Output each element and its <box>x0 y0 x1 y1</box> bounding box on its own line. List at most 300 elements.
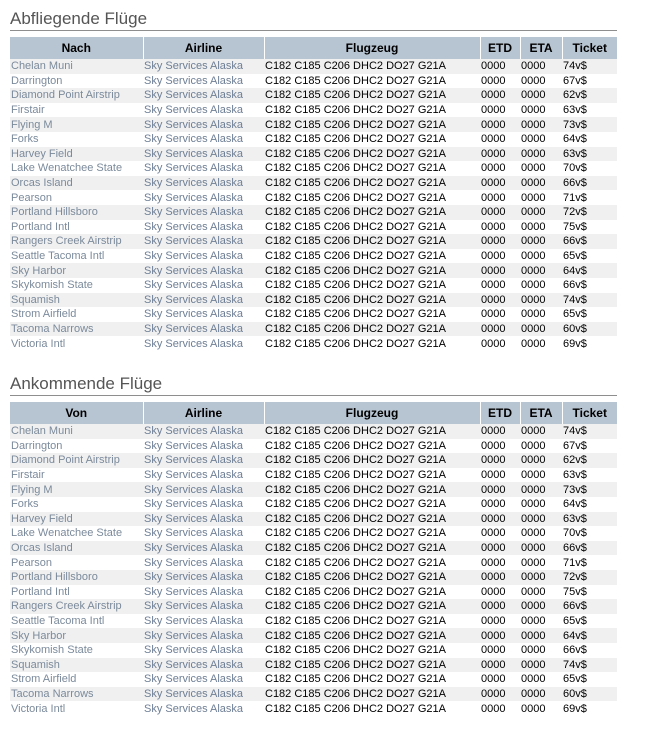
eta-cell: 0000 <box>520 293 562 308</box>
eta-cell: 0000 <box>520 161 562 176</box>
ticket-cell: 67v$ <box>562 74 617 89</box>
arrivals-title: Ankommende Flüge <box>10 373 617 396</box>
eta-cell: 0000 <box>520 234 562 249</box>
etd-cell: 0000 <box>480 439 520 454</box>
ticket-cell: 66v$ <box>562 643 617 658</box>
airline-link[interactable]: Sky Services Alaska <box>143 570 264 585</box>
aircraft-cell: C182 C185 C206 DHC2 DO27 G21A <box>264 439 480 454</box>
aircraft-cell: C182 C185 C206 DHC2 DO27 G21A <box>264 687 480 702</box>
eta-cell: 0000 <box>520 220 562 235</box>
airport-link[interactable]: Firstair <box>10 103 143 118</box>
aircraft-cell: C182 C185 C206 DHC2 DO27 G21A <box>264 672 480 687</box>
aircraft-cell: C182 C185 C206 DHC2 DO27 G21A <box>264 307 480 322</box>
etd-cell: 0000 <box>480 424 520 439</box>
ticket-cell: 64v$ <box>562 497 617 512</box>
table-row <box>10 117 617 132</box>
table-row <box>10 74 617 89</box>
aircraft-cell: C182 C185 C206 DHC2 DO27 G21A <box>264 585 480 600</box>
airline-link[interactable]: Sky Services Alaska <box>143 190 264 205</box>
aircraft-cell: C182 C185 C206 DHC2 DO27 G21A <box>264 643 480 658</box>
ticket-cell: 66v$ <box>562 599 617 614</box>
airport-link[interactable]: Squamish <box>10 293 143 308</box>
airline-link[interactable]: Sky Services Alaska <box>143 628 264 643</box>
arrivals-table <box>10 402 617 716</box>
etd-cell: 0000 <box>480 687 520 702</box>
ticket-cell: 69v$ <box>562 701 617 716</box>
ticket-cell: 72v$ <box>562 570 617 585</box>
aircraft-cell: C182 C185 C206 DHC2 DO27 G21A <box>264 205 480 220</box>
table-row <box>10 249 617 264</box>
aircraft-cell: C182 C185 C206 DHC2 DO27 G21A <box>264 541 480 556</box>
airport-link[interactable]: Portland Hillsboro <box>10 570 143 585</box>
ticket-cell: 74v$ <box>562 424 617 439</box>
arrivals-header-row <box>10 402 617 424</box>
departures-table <box>10 37 617 351</box>
airport-link[interactable]: Forks <box>10 497 143 512</box>
eta-cell: 0000 <box>520 468 562 483</box>
ticket-cell: 69v$ <box>562 336 617 351</box>
eta-cell: 0000 <box>520 322 562 337</box>
etd-cell: 0000 <box>480 322 520 337</box>
airport-link[interactable]: Seattle Tacoma Intl <box>10 249 143 264</box>
ticket-cell: 71v$ <box>562 190 617 205</box>
airline-link[interactable]: Sky Services Alaska <box>143 555 264 570</box>
airline-link[interactable]: Sky Services Alaska <box>143 161 264 176</box>
airport-link[interactable]: Sky Harbor <box>10 628 143 643</box>
etd-cell: 0000 <box>480 468 520 483</box>
eta-cell: 0000 <box>520 555 562 570</box>
airport-link[interactable]: Firstair <box>10 468 143 483</box>
etd-cell: 0000 <box>480 701 520 716</box>
table-row <box>10 307 617 322</box>
airport-link[interactable]: Diamond Point Airstrip <box>10 88 143 103</box>
airline-link[interactable]: Sky Services Alaska <box>143 482 264 497</box>
eta-cell: 0000 <box>520 453 562 468</box>
table-row <box>10 147 617 162</box>
etd-cell: 0000 <box>480 526 520 541</box>
ticket-cell: 65v$ <box>562 614 617 629</box>
aircraft-cell: C182 C185 C206 DHC2 DO27 G21A <box>264 658 480 673</box>
eta-cell: 0000 <box>520 570 562 585</box>
etd-cell: 0000 <box>480 161 520 176</box>
ticket-cell: 63v$ <box>562 147 617 162</box>
eta-cell: 0000 <box>520 658 562 673</box>
eta-cell: 0000 <box>520 512 562 527</box>
etd-cell: 0000 <box>480 147 520 162</box>
airport-link[interactable]: Strom Airfield <box>10 672 143 687</box>
aircraft-cell: C182 C185 C206 DHC2 DO27 G21A <box>264 59 480 74</box>
aircraft-cell: C182 C185 C206 DHC2 DO27 G21A <box>264 628 480 643</box>
table-row <box>10 658 617 673</box>
aircraft-cell: C182 C185 C206 DHC2 DO27 G21A <box>264 468 480 483</box>
ticket-cell: 72v$ <box>562 205 617 220</box>
airline-link[interactable]: Sky Services Alaska <box>143 336 264 351</box>
airline-link[interactable]: Sky Services Alaska <box>143 497 264 512</box>
airport-link[interactable]: Victoria Intl <box>10 336 143 351</box>
airport-link[interactable]: Flying M <box>10 117 143 132</box>
etd-cell: 0000 <box>480 234 520 249</box>
etd-cell: 0000 <box>480 205 520 220</box>
etd-cell: 0000 <box>480 336 520 351</box>
eta-cell: 0000 <box>520 482 562 497</box>
table-row <box>10 701 617 716</box>
etd-cell: 0000 <box>480 220 520 235</box>
ticket-cell: 60v$ <box>562 322 617 337</box>
table-row <box>10 512 617 527</box>
etd-cell: 0000 <box>480 263 520 278</box>
column-header-destination[interactable]: Nach <box>10 37 143 59</box>
airport-link[interactable]: Harvey Field <box>10 147 143 162</box>
aircraft-cell: C182 C185 C206 DHC2 DO27 G21A <box>264 117 480 132</box>
airport-link[interactable]: Forks <box>10 132 143 147</box>
table-row <box>10 234 617 249</box>
eta-cell: 0000 <box>520 672 562 687</box>
airline-link[interactable]: Sky Services Alaska <box>143 424 264 439</box>
etd-cell: 0000 <box>480 132 520 147</box>
etd-cell: 0000 <box>480 672 520 687</box>
ticket-cell: 62v$ <box>562 453 617 468</box>
ticket-cell: 75v$ <box>562 220 617 235</box>
aircraft-cell: C182 C185 C206 DHC2 DO27 G21A <box>264 263 480 278</box>
aircraft-cell: C182 C185 C206 DHC2 DO27 G21A <box>264 249 480 264</box>
eta-cell: 0000 <box>520 424 562 439</box>
aircraft-cell: C182 C185 C206 DHC2 DO27 G21A <box>264 278 480 293</box>
table-row <box>10 497 617 512</box>
table-row <box>10 190 617 205</box>
airport-link[interactable]: Orcas Island <box>10 541 143 556</box>
eta-cell: 0000 <box>520 117 562 132</box>
airline-link[interactable]: Sky Services Alaska <box>143 439 264 454</box>
airport-link[interactable]: Diamond Point Airstrip <box>10 453 143 468</box>
eta-cell: 0000 <box>520 278 562 293</box>
table-row <box>10 293 617 308</box>
aircraft-cell: C182 C185 C206 DHC2 DO27 G21A <box>264 103 480 118</box>
table-row <box>10 482 617 497</box>
aircraft-cell: C182 C185 C206 DHC2 DO27 G21A <box>264 424 480 439</box>
table-row <box>10 132 617 147</box>
airport-link[interactable]: Chelan Muni <box>10 59 143 74</box>
airline-link[interactable]: Sky Services Alaska <box>143 293 264 308</box>
eta-cell: 0000 <box>520 59 562 74</box>
ticket-cell: 63v$ <box>562 103 617 118</box>
ticket-cell: 66v$ <box>562 234 617 249</box>
table-row <box>10 570 617 585</box>
etd-cell: 0000 <box>480 570 520 585</box>
airline-link[interactable]: Sky Services Alaska <box>143 307 264 322</box>
table-row <box>10 614 617 629</box>
airline-link[interactable]: Sky Services Alaska <box>143 322 264 337</box>
ticket-cell: 70v$ <box>562 161 617 176</box>
eta-cell: 0000 <box>520 307 562 322</box>
eta-cell: 0000 <box>520 599 562 614</box>
airport-link[interactable]: Victoria Intl <box>10 701 143 716</box>
table-row <box>10 161 617 176</box>
airport-link[interactable]: Orcas Island <box>10 176 143 191</box>
aircraft-cell: C182 C185 C206 DHC2 DO27 G21A <box>264 482 480 497</box>
aircraft-cell: C182 C185 C206 DHC2 DO27 G21A <box>264 176 480 191</box>
ticket-cell: 74v$ <box>562 658 617 673</box>
etd-cell: 0000 <box>480 249 520 264</box>
eta-cell: 0000 <box>520 541 562 556</box>
aircraft-cell: C182 C185 C206 DHC2 DO27 G21A <box>264 88 480 103</box>
aircraft-cell: C182 C185 C206 DHC2 DO27 G21A <box>264 555 480 570</box>
etd-cell: 0000 <box>480 278 520 293</box>
table-row <box>10 88 617 103</box>
etd-cell: 0000 <box>480 541 520 556</box>
etd-cell: 0000 <box>480 512 520 527</box>
airline-link[interactable]: Sky Services Alaska <box>143 526 264 541</box>
airport-link[interactable]: Portland Hillsboro <box>10 205 143 220</box>
eta-cell: 0000 <box>520 687 562 702</box>
table-row <box>10 220 617 235</box>
etd-cell: 0000 <box>480 59 520 74</box>
ticket-cell: 74v$ <box>562 293 617 308</box>
table-row <box>10 628 617 643</box>
etd-cell: 0000 <box>480 628 520 643</box>
departures-body <box>10 59 617 351</box>
airline-link[interactable]: Sky Services Alaska <box>143 614 264 629</box>
column-header-airline[interactable]: Airline <box>143 402 264 424</box>
etd-cell: 0000 <box>480 658 520 673</box>
etd-cell: 0000 <box>480 497 520 512</box>
airline-link[interactable]: Sky Services Alaska <box>143 220 264 235</box>
etd-cell: 0000 <box>480 643 520 658</box>
airline-link[interactable]: Sky Services Alaska <box>143 88 264 103</box>
eta-cell: 0000 <box>520 74 562 89</box>
table-row <box>10 468 617 483</box>
ticket-cell: 64v$ <box>562 263 617 278</box>
table-row <box>10 555 617 570</box>
ticket-cell: 75v$ <box>562 585 617 600</box>
airline-link[interactable]: Sky Services Alaska <box>143 147 264 162</box>
aircraft-cell: C182 C185 C206 DHC2 DO27 G21A <box>264 74 480 89</box>
aircraft-cell: C182 C185 C206 DHC2 DO27 G21A <box>264 453 480 468</box>
eta-cell: 0000 <box>520 526 562 541</box>
airline-link[interactable]: Sky Services Alaska <box>143 103 264 118</box>
ticket-cell: 63v$ <box>562 468 617 483</box>
ticket-cell: 73v$ <box>562 482 617 497</box>
airline-link[interactable]: Sky Services Alaska <box>143 643 264 658</box>
airline-link[interactable]: Sky Services Alaska <box>143 176 264 191</box>
column-header-origin[interactable]: Von <box>10 402 143 424</box>
eta-cell: 0000 <box>520 701 562 716</box>
airport-link[interactable]: Skykomish State <box>10 643 143 658</box>
etd-cell: 0000 <box>480 117 520 132</box>
airline-link[interactable]: Sky Services Alaska <box>143 249 264 264</box>
eta-cell: 0000 <box>520 263 562 278</box>
table-row <box>10 424 617 439</box>
aircraft-cell: C182 C185 C206 DHC2 DO27 G21A <box>264 234 480 249</box>
airline-link[interactable]: Sky Services Alaska <box>143 658 264 673</box>
etd-cell: 0000 <box>480 88 520 103</box>
airport-link[interactable]: Skykomish State <box>10 278 143 293</box>
ticket-cell: 64v$ <box>562 132 617 147</box>
airport-link[interactable]: Rangers Creek Airstrip <box>10 234 143 249</box>
airport-link[interactable]: Squamish <box>10 658 143 673</box>
aircraft-cell: C182 C185 C206 DHC2 DO27 G21A <box>264 701 480 716</box>
eta-cell: 0000 <box>520 103 562 118</box>
ticket-cell: 62v$ <box>562 88 617 103</box>
airport-link[interactable]: Sky Harbor <box>10 263 143 278</box>
eta-cell: 0000 <box>520 132 562 147</box>
airline-link[interactable]: Sky Services Alaska <box>143 234 264 249</box>
etd-cell: 0000 <box>480 614 520 629</box>
departures-header-row <box>10 37 617 59</box>
airport-link[interactable]: Rangers Creek Airstrip <box>10 599 143 614</box>
ticket-cell: 60v$ <box>562 687 617 702</box>
ticket-cell: 65v$ <box>562 672 617 687</box>
departures-title: Abfliegende Flüge <box>10 8 617 31</box>
table-row <box>10 541 617 556</box>
departures-section <box>10 8 617 351</box>
column-header-etd[interactable]: ETD <box>480 37 520 59</box>
etd-cell: 0000 <box>480 103 520 118</box>
column-header-airline[interactable]: Airline <box>143 37 264 59</box>
ticket-cell: 64v$ <box>562 628 617 643</box>
ticket-cell: 67v$ <box>562 439 617 454</box>
airport-link[interactable]: Darrington <box>10 74 143 89</box>
eta-cell: 0000 <box>520 176 562 191</box>
airline-link[interactable]: Sky Services Alaska <box>143 453 264 468</box>
airport-link[interactable]: Pearson <box>10 190 143 205</box>
etd-cell: 0000 <box>480 74 520 89</box>
eta-cell: 0000 <box>520 205 562 220</box>
eta-cell: 0000 <box>520 643 562 658</box>
ticket-cell: 74v$ <box>562 59 617 74</box>
airline-link[interactable]: Sky Services Alaska <box>143 599 264 614</box>
ticket-cell: 66v$ <box>562 541 617 556</box>
eta-cell: 0000 <box>520 585 562 600</box>
aircraft-cell: C182 C185 C206 DHC2 DO27 G21A <box>264 190 480 205</box>
table-row <box>10 439 617 454</box>
aircraft-cell: C182 C185 C206 DHC2 DO27 G21A <box>264 322 480 337</box>
column-header-aircraft[interactable]: Flugzeug <box>264 402 480 424</box>
aircraft-cell: C182 C185 C206 DHC2 DO27 G21A <box>264 599 480 614</box>
airport-link[interactable]: Chelan Muni <box>10 424 143 439</box>
airline-link[interactable]: Sky Services Alaska <box>143 205 264 220</box>
ticket-cell: 66v$ <box>562 176 617 191</box>
ticket-cell: 65v$ <box>562 307 617 322</box>
airline-link[interactable]: Sky Services Alaska <box>143 74 264 89</box>
airport-link[interactable]: Portland Intl <box>10 585 143 600</box>
arrivals-body <box>10 424 617 716</box>
aircraft-cell: C182 C185 C206 DHC2 DO27 G21A <box>264 614 480 629</box>
table-row <box>10 672 617 687</box>
aircraft-cell: C182 C185 C206 DHC2 DO27 G21A <box>264 336 480 351</box>
airline-link[interactable]: Sky Services Alaska <box>143 701 264 716</box>
table-row <box>10 322 617 337</box>
eta-cell: 0000 <box>520 628 562 643</box>
aircraft-cell: C182 C185 C206 DHC2 DO27 G21A <box>264 220 480 235</box>
airport-link[interactable]: Flying M <box>10 482 143 497</box>
aircraft-cell: C182 C185 C206 DHC2 DO27 G21A <box>264 293 480 308</box>
table-row <box>10 59 617 74</box>
airport-link[interactable]: Strom Airfield <box>10 307 143 322</box>
table-row <box>10 103 617 118</box>
airline-link[interactable]: Sky Services Alaska <box>143 672 264 687</box>
aircraft-cell: C182 C185 C206 DHC2 DO27 G21A <box>264 570 480 585</box>
etd-cell: 0000 <box>480 453 520 468</box>
airline-link[interactable]: Sky Services Alaska <box>143 278 264 293</box>
etd-cell: 0000 <box>480 482 520 497</box>
eta-cell: 0000 <box>520 497 562 512</box>
etd-cell: 0000 <box>480 307 520 322</box>
airport-link[interactable]: Lake Wenatchee State <box>10 526 143 541</box>
aircraft-cell: C182 C185 C206 DHC2 DO27 G21A <box>264 132 480 147</box>
eta-cell: 0000 <box>520 190 562 205</box>
airline-link[interactable]: Sky Services Alaska <box>143 263 264 278</box>
etd-cell: 0000 <box>480 190 520 205</box>
etd-cell: 0000 <box>480 176 520 191</box>
table-row <box>10 205 617 220</box>
etd-cell: 0000 <box>480 555 520 570</box>
airline-link[interactable]: Sky Services Alaska <box>143 585 264 600</box>
airline-link[interactable]: Sky Services Alaska <box>143 468 264 483</box>
column-header-etd[interactable]: ETD <box>480 402 520 424</box>
etd-cell: 0000 <box>480 585 520 600</box>
aircraft-cell: C182 C185 C206 DHC2 DO27 G21A <box>264 147 480 162</box>
aircraft-cell: C182 C185 C206 DHC2 DO27 G21A <box>264 512 480 527</box>
column-header-ticket[interactable]: Ticket <box>562 402 617 424</box>
airport-link[interactable]: Harvey Field <box>10 512 143 527</box>
aircraft-cell: C182 C185 C206 DHC2 DO27 G21A <box>264 526 480 541</box>
arrivals-section <box>10 373 617 716</box>
airport-link[interactable]: Pearson <box>10 555 143 570</box>
eta-cell: 0000 <box>520 336 562 351</box>
eta-cell: 0000 <box>520 88 562 103</box>
table-row <box>10 263 617 278</box>
table-row <box>10 278 617 293</box>
aircraft-cell: C182 C185 C206 DHC2 DO27 G21A <box>264 497 480 512</box>
column-header-aircraft[interactable]: Flugzeug <box>264 37 480 59</box>
airport-link[interactable]: Tacoma Narrows <box>10 322 143 337</box>
column-header-eta[interactable]: ETA <box>520 402 562 424</box>
airport-link[interactable]: Lake Wenatchee State <box>10 161 143 176</box>
ticket-cell: 66v$ <box>562 278 617 293</box>
airport-link[interactable]: Darrington <box>10 439 143 454</box>
eta-cell: 0000 <box>520 147 562 162</box>
eta-cell: 0000 <box>520 439 562 454</box>
airline-link[interactable]: Sky Services Alaska <box>143 541 264 556</box>
airport-link[interactable]: Tacoma Narrows <box>10 687 143 702</box>
aircraft-cell: C182 C185 C206 DHC2 DO27 G21A <box>264 161 480 176</box>
airline-link[interactable]: Sky Services Alaska <box>143 117 264 132</box>
column-header-eta[interactable]: ETA <box>520 37 562 59</box>
airport-link[interactable]: Seattle Tacoma Intl <box>10 614 143 629</box>
airline-link[interactable]: Sky Services Alaska <box>143 512 264 527</box>
table-row <box>10 453 617 468</box>
etd-cell: 0000 <box>480 599 520 614</box>
eta-cell: 0000 <box>520 249 562 264</box>
table-row <box>10 336 617 351</box>
table-row <box>10 599 617 614</box>
column-header-ticket[interactable]: Ticket <box>562 37 617 59</box>
airline-link[interactable]: Sky Services Alaska <box>143 132 264 147</box>
etd-cell: 0000 <box>480 293 520 308</box>
table-row <box>10 687 617 702</box>
ticket-cell: 71v$ <box>562 555 617 570</box>
ticket-cell: 73v$ <box>562 117 617 132</box>
table-row <box>10 585 617 600</box>
ticket-cell: 70v$ <box>562 526 617 541</box>
eta-cell: 0000 <box>520 614 562 629</box>
table-row <box>10 526 617 541</box>
ticket-cell: 63v$ <box>562 512 617 527</box>
airline-link[interactable]: Sky Services Alaska <box>143 687 264 702</box>
airport-link[interactable]: Portland Intl <box>10 220 143 235</box>
table-row <box>10 176 617 191</box>
airline-link[interactable]: Sky Services Alaska <box>143 59 264 74</box>
